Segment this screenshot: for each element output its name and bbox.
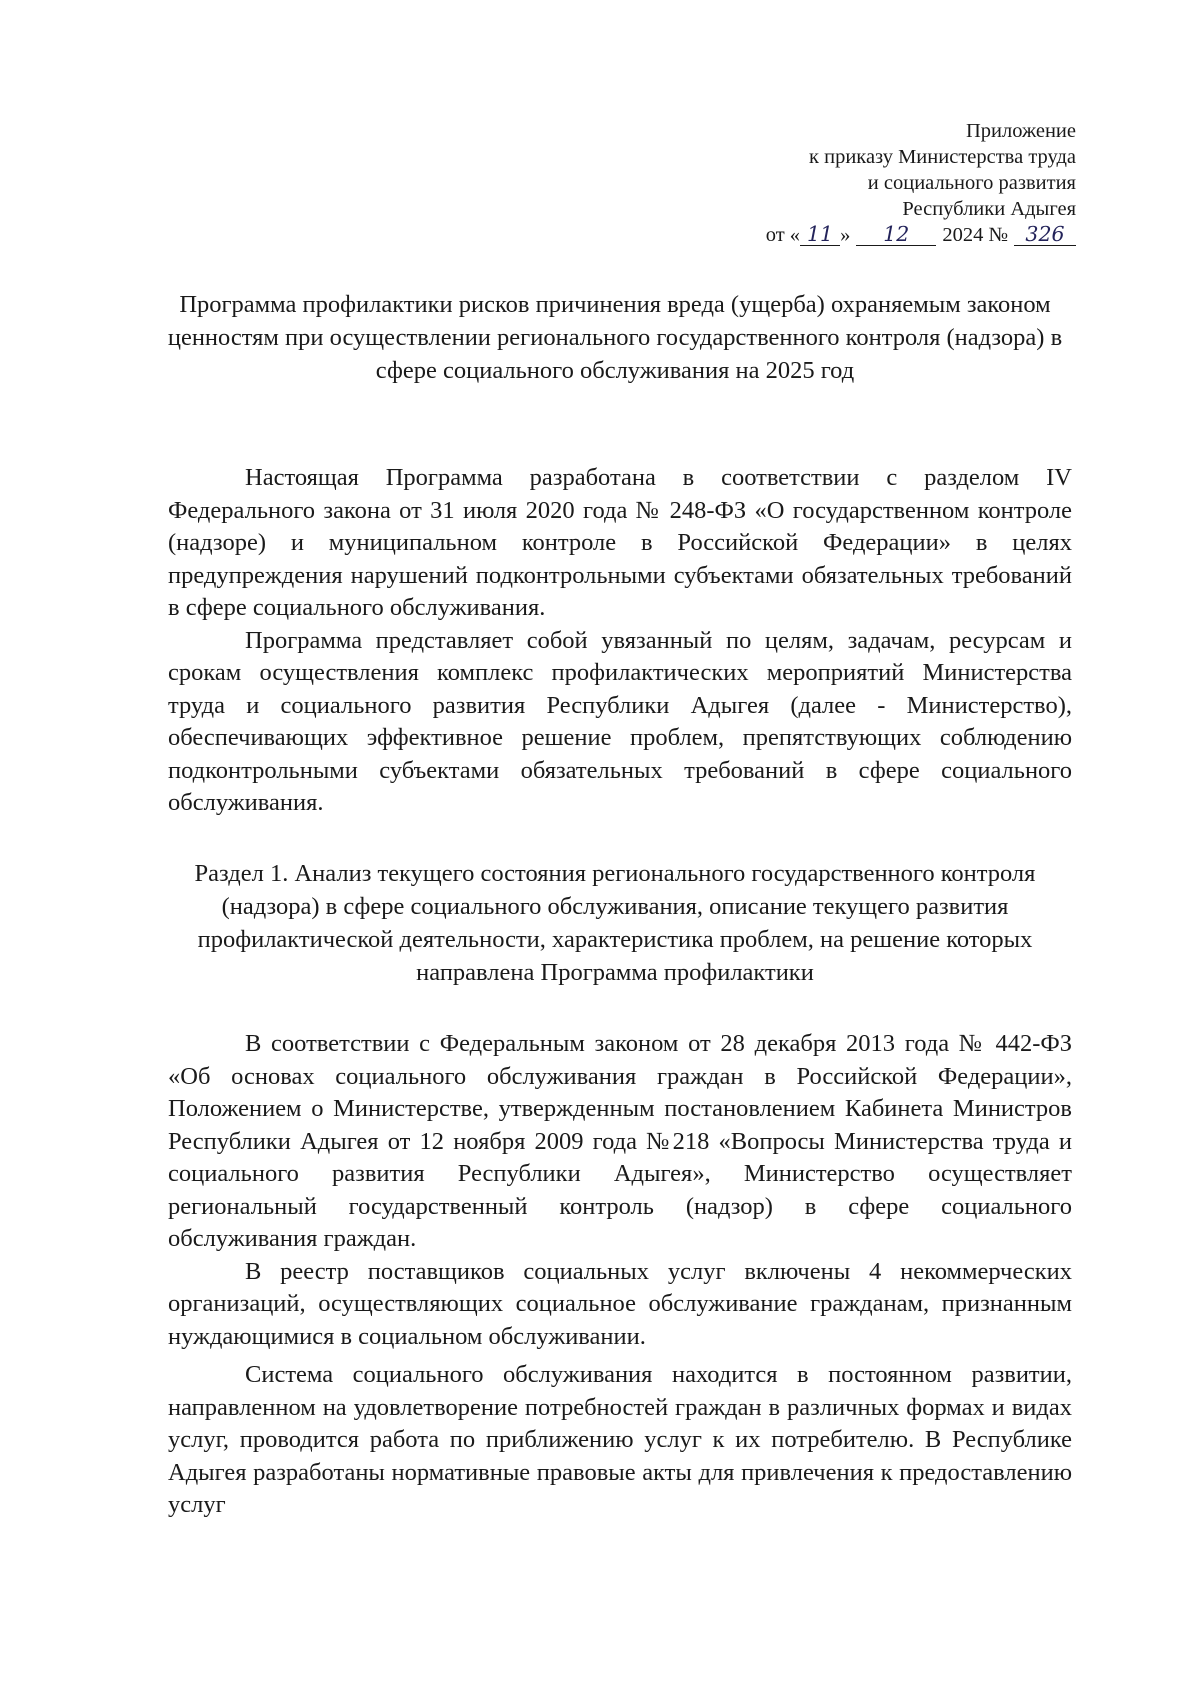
appendix-republic-line: Республики Адыгея <box>902 198 1076 220</box>
date-mid: » <box>840 224 851 246</box>
section-1-paragraph-2: В реестр поставщиков социальных услуг включены 4 некоммерческих организаций, осуществляющих социальное обслуживание гражданам, признанным нуждающимися в социальном обслуживании. <box>168 1257 1072 1350</box>
date-prefix: от « <box>765 224 801 246</box>
appendix-label: Приложение <box>965 120 1076 142</box>
section-1-paragraph-1: В соответствии с Федеральным законом от 28 декабря 2013 года № 442-ФЗ «Об основах социального обслуживания граждан в Российской Федерации», Положением о Министерстве, утвержденным постановлением Кабинета Министров Республики Адыгея от 12 ноября 2009 года №218 «Вопросы Министерства труда и социального развития Республики Адыгея», Министерство осуществляет региональный государственный контроль (надзор) в сфере социального обслуживания граждан. <box>168 1030 1072 1252</box>
appendix-ministry-line: и социального развития <box>867 172 1076 194</box>
handwritten-month: 12 <box>856 223 936 246</box>
date-year: 2024 № <box>942 224 1008 246</box>
intro-section <box>168 462 1072 820</box>
intro-paragraph-1: Настоящая Программа разработана в соответствии с разделом IV Федерального закона от 31 июля 2020 года № 248-ФЗ «О государственном контроле (надзоре) и муниципальном контроле в Российской Федерации» в целях предупреждения нарушений подконтрольными субъектами обязательных требований в сфере социального обслуживания. <box>168 464 1072 621</box>
appendix-order-line: к приказу Министерства труда <box>809 146 1076 168</box>
handwritten-day: 11 <box>800 223 840 246</box>
handwritten-order-number: 326 <box>1014 223 1076 246</box>
program-title: Программа профилактики рисков причинения вреда (ущерба) охраняемым законом ценностям при осуществлении регионального государственного контроля (надзора) в сфере социального обслуживания на 2025 год <box>167 291 1063 384</box>
intro-paragraph-2: Программа представляет собой увязанный по целям, задачам, ресурсам и срокам осуществления комплекс профилактических мероприятий Министерства труда и социального развития Республики Адыгея (далее - Министерство), обеспечивающих эффективное решение проблем, препятствующих соблюдению подконтрольными субъектами обязательных требований в сфере социального обслуживания. <box>168 626 1072 816</box>
appendix-date-line <box>516 222 1076 248</box>
section-1-title: Раздел 1. Анализ текущего состояния регионального государственного контроля (надзора) в сфере социального обслуживания, описание текущего развития профилактической деятельности, характеристика проблем, на решение которых направлена Программа профилактики <box>194 860 1036 986</box>
section-1-body <box>168 1028 1072 1522</box>
section-1-paragraph-3: Система социального обслуживания находится в постоянном развитии, направленном на удовлетворение потребностей граждан в различных формах и видах услуг, проводится работа по приближению услуг к их потребителю. В Республике Адыгея разработаны нормативные правовые акты для привлечения к предоставлению услуг <box>168 1361 1072 1518</box>
appendix-header <box>516 118 1076 248</box>
